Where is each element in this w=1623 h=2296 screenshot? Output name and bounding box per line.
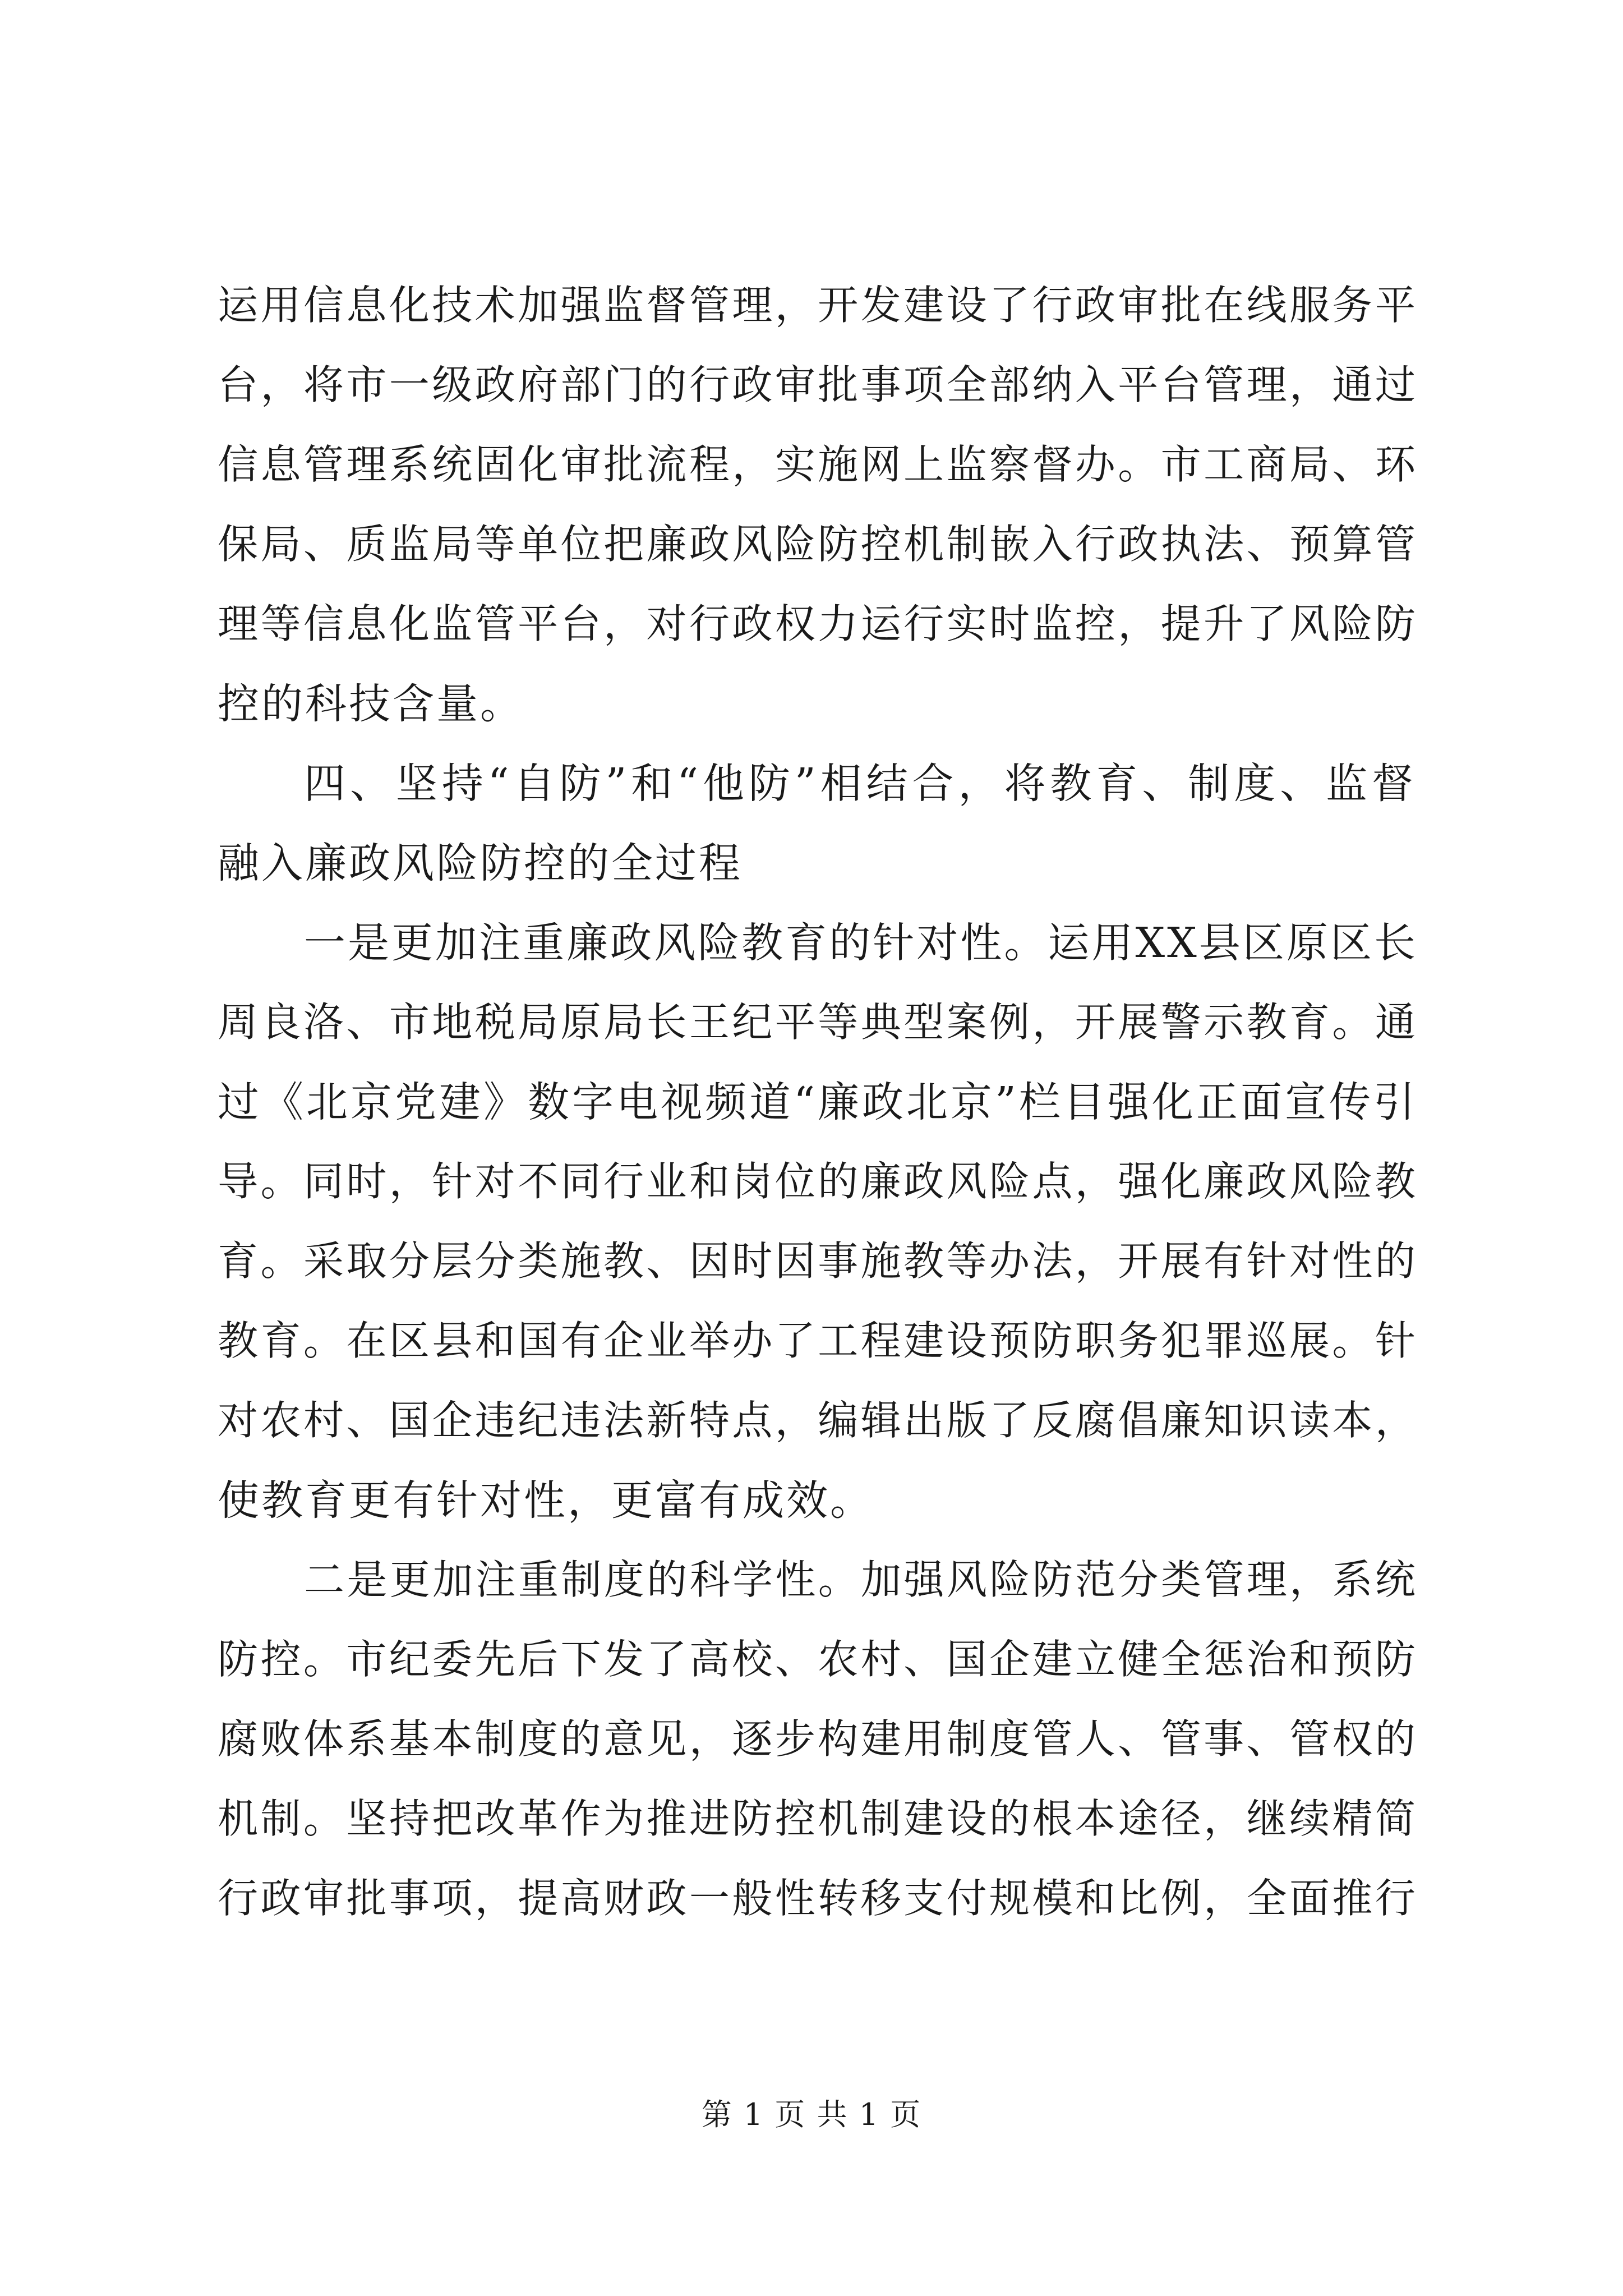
text-line: 育。采取分层分类施教、因时因事施教等办法，开展有针对性的 bbox=[218, 1238, 1418, 1285]
text-line: 一是更加注重廉政风险教育的针对性。运用XX县区原区长 bbox=[304, 919, 1418, 967]
text-line: 防控。市纪委先后下发了高校、农村、国企建立健全惩治和预防 bbox=[218, 1636, 1418, 1683]
text-line: 保局、质监局等单位把廉政风险防控机制嵌入行政执法、预算管 bbox=[218, 521, 1418, 568]
text-line: 理等信息化监管平台，对行政权力运行实时监控，提升了风险防 bbox=[218, 601, 1418, 648]
text-line: 使教育更有针对性，更富有成效。 bbox=[218, 1476, 874, 1525]
text-line: 机制。坚持把改革作为推进防控机制建设的根本途径，继续精简 bbox=[218, 1796, 1418, 1843]
text-line: 四、坚持“自防”和“他防”相结合，将教育、制度、监督 bbox=[304, 760, 1418, 808]
text-line: 二是更加注重制度的科学性。加强风险防范分类管理，系统 bbox=[304, 1557, 1418, 1604]
text-line: 过《北京党建》数字电视频道“廉政北京”栏目强化正面宣传引 bbox=[218, 1078, 1418, 1126]
text-line: 对农村、国企违纪违法新特点，编辑出版了反腐倡廉知识读本， bbox=[218, 1397, 1418, 1444]
page-footer: 第 1 页 共 1 页 bbox=[701, 2097, 922, 2132]
text-line: 运用信息化技术加强监督管理，开发建设了行政审批在线服务平 bbox=[218, 282, 1418, 329]
text-line: 信息管理系统固化审批流程，实施网上监察督办。市工商局、环 bbox=[218, 441, 1418, 489]
text-line: 融入廉政风险防控的全过程 bbox=[218, 839, 743, 887]
text-line: 台，将市一级政府部门的行政审批事项全部纳入平台管理，通过 bbox=[218, 362, 1418, 409]
text-line: 教育。在区县和国有企业举办了工程建设预防职务犯罪巡展。针 bbox=[218, 1318, 1418, 1365]
text-line: 腐败体系基本制度的意见，逐步构建用制度管人、管事、管权的 bbox=[218, 1716, 1418, 1763]
text-line: 周良洛、市地税局原局长王纪平等典型案例，开展警示教育。通 bbox=[218, 999, 1418, 1046]
text-line: 行政审批事项，提高财政一般性转移支付规模和比例，全面推行 bbox=[218, 1875, 1418, 1922]
document-body bbox=[218, 266, 1418, 1939]
text-line: 导。同时，针对不同行业和岗位的廉政风险点，强化廉政风险教 bbox=[218, 1158, 1418, 1205]
text-line: 控的科技含量。 bbox=[218, 680, 524, 728]
